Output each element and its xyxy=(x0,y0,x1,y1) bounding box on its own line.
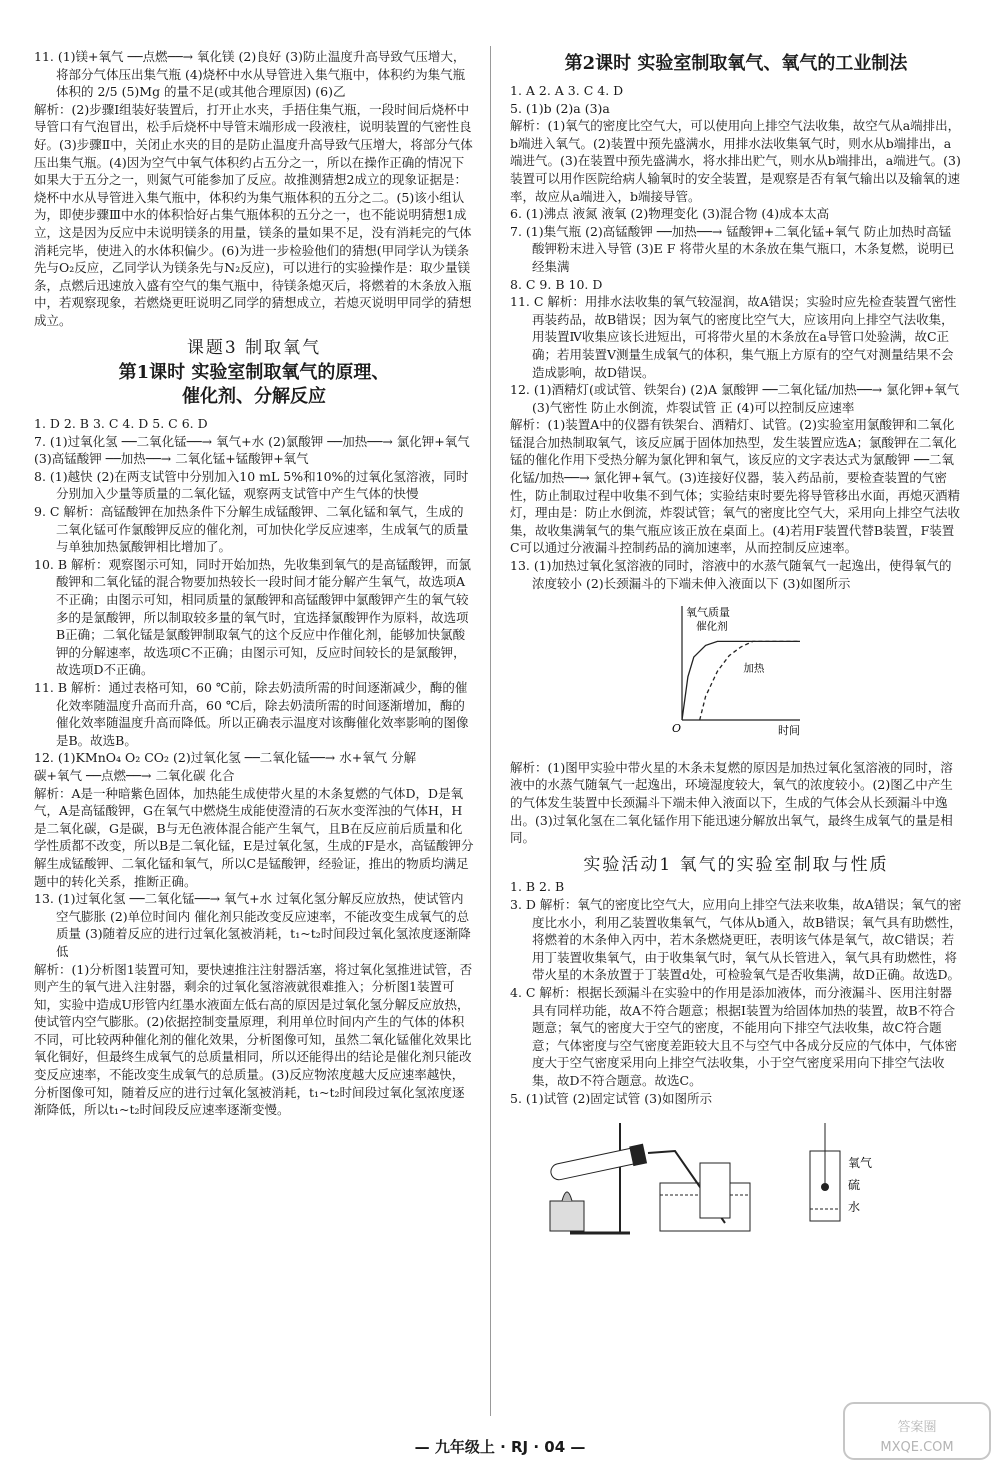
label-gas: 氧气 xyxy=(848,1156,873,1171)
test-tube xyxy=(549,1144,647,1184)
answer-line: 5. (1)试管 (2)固定试管 (3)如图所示 xyxy=(510,1090,712,1106)
answer-line: 10. B 解析：观察图示可知，同时开始加热，先收集到氧气的是高锰酸钾，而氯酸钾和二氧化锰的混合物要加热较长一段时间才能分解产生氧气，故选项A不正确；由图示可知，相同质量的氯酸钾和高锰酸钾中氯酸钾产生的氧气较多的是氯酸钾，所以制取较多量的氧气时，宜选择氯酸钾作为原料，故选项B正确；二氧化锰是氯酸钾制取氧气的这个反应中作催化剂，能够加快氯酸钾的分解速率，故选项C不正确；由图示可知，反应时间较长的是氯酸钾，故选项D不正确。 xyxy=(34,556,472,678)
y-axis-label: 氧气质量 xyxy=(686,606,730,620)
explanation-line: 解析：(1)分析图1装置可知，要快速推注注射器活塞，将过氧化氢推进试管，否则产生的氧气进入注射器，剩余的过氧化氢溶液就很难推入；分析图1装置可知，实验中造成U形管内红墨水液面左低右高的原因是过氧化氢分解反应放热，使试管内空气膨胀。(2)依据控制变量原理，利用单位时间内产生的气体的体积不同，可比较两种催化剂的催化效果，分析图像可知，虽然二氧化锰催化效果比氧化铜好，但最终生成氧气的总质量相同，所以还能得出的结论是催化剂只能改变反应速率，不能改变生成氧气的总质量。(3)反应物浓度越大反应速率越快，分析图像可知，随着反应的进行过氧化氢被消耗，t₁~t₂时间段过氧化氢浓度逐渐降低，所以t₁~t₂时间段反应速率逐渐变慢。 xyxy=(34,961,473,1118)
right-column xyxy=(510,48,962,1243)
answer-line: 3. D 解析：氧气的密度比空气大，应用向上排空气法来收集，故A错误；氧气的密度比水小，利用乙装置收集氧气，气体从b通入，故B错误；氧气具有助燃性，将燃着的木条伸入丙中，若木条燃烧更旺，表明该气体是氧气，故C错误；若用丁装置收集氧气，由于收集氧气时，氧气从长管进入，氧气具有助燃性，将带火星的木条放置于丁装置d处，可检验氧气是否收集满，故D正确。故选D。 xyxy=(510,896,962,983)
apparatus-figure xyxy=(510,1113,962,1243)
explanation-line: 解析：A是一种暗紫色固体，加热能生成使带火星的木条复燃的气体D，D是氧气，A是高锰酸钾，G在氧气中燃烧生成能使澄清的石灰水变浑浊的气体H，H是二氧化碳，G是碳，B与无色液体混合能产生氧气，且B在反应前后质量和化学性质都不改变，所以B是二氧化锰，E是过氧化氢，生成的F是水，高锰酸钾分解生成锰酸钾、二氧化锰和氧气，所以C是锰酸钾，经验证，推出的物质均满足题中的转化关系，推断正确。 xyxy=(34,785,474,889)
answer-line: 4. C 解析：根据长颈漏斗在实验中的作用是添加液体，而分液漏斗、医用注射器具有同样功能，故A不符合题意；根据Ⅰ装置为给固体加热的装置，故B不符合题意；氧气的密度大于空气的密度，不能用向下排空气法收集，故C符合题意；气体密度与空气密度差距较大且不与空气中各成分反应的气体中，气体密度大于空气密度采用向上排空气法收集，小于空气密度采用向下排空气法收集，故D不符合题意。故选C。 xyxy=(510,984,958,1088)
explanation-line: 解析：(1)装置A中的仪器有铁架台、酒精灯、试管。(2)实验室用氯酸钾和二氧化锰混合加热制取氧气，该反应属于固体加热型，发生装置应选A；氯酸钾在二氧化锰的催化作用下受热分解为氯化钾和氧气，该反应的文字表达式为氯酸钾 ──二氧化锰/加热──→ 氯化钾+氧气。(3)连接好仪器，装入药品前，要检查装置的气密性，防止制取过程中收集不到气体；实验结束时要先将导管移出水面，再熄灭酒精灯，理由是：防止水倒流，炸裂试管；氧气的密度比空气大，采用向上排空气法收集，故收集满氧气的集气瓶应该正放在桌面上。(4)若用F装置代替B装置，F装置C可以通过分液漏斗控制药品的滴加速率，从而控制反应速率。 xyxy=(510,417,961,556)
gas-jar xyxy=(700,1163,730,1218)
watermark-url: MXQE.COM xyxy=(880,1440,954,1455)
explanation-11: 解析：(2)步骤Ⅰ组装好装置后，打开止水夹，手捂住集气瓶，一段时间后烧杯中导管口有气泡冒出，松手后烧杯中导管末端形成一段液柱，说明装置的气密性良好。(3)步骤Ⅱ中，关闭止水夹的目的是防止温度升高导致气压增大，将部分气体压出集气瓶。(4)因为空气中氧气体积约占五分之一，所以在操作正确的情况下如果大于五分之一，则氮气可能参加了反应。故推测猜想2成立的现象证据是：烧杯中水从导管进入集气瓶中，体积约为集气瓶体积的五分之二。(5)该小组认为，即使步骤Ⅲ中水的体积恰好占集气瓶体积的五分之一，也不能说明猜想1成立，这是因为反应中未说明镁条的用量，镁条的量如果不足，没有消耗完的气体消耗完毕，使进入的水体积偏少。(6)为进一步检验他们的猜想(甲同学认为镁条先与O₂反应，乙同学认为镁条先与N₂反应)，可以进行的实验操作是：取少量镁条，点燃后迅速放入盛有空气的集气瓶中，待镁条熄灭后，将燃着的木条放入瓶中，若观察现象，若燃烧更旺说明乙同学的猜想成立，若熄灭说明甲同学的猜想成立。 xyxy=(34,101,473,328)
answer-line: 碳+氧气 ──点燃──→ 二氧化碳 化合 xyxy=(34,767,235,783)
oxygen-mass-chart xyxy=(660,598,962,753)
answer-line: 13. (1)过氧化氢 ──二氧化锰──→ 氧气+水 过氧化氢分解反应放热，使试管内空气膨胀 (2)单位时间内 催化剂只能改变反应速率，不能改变生成氧气的总质量 (3)随着反应的进行过氧化氢被消耗，t₁~t₂时间段过氧化氢浓度逐渐降低 xyxy=(34,891,471,959)
answer-line: 13. (1)加热过氧化氢溶液的同时，溶液中的水蒸气随氧气一起逸出，使得氧气的浓度较小 (2)长颈漏斗的下端未伸入液面以下 (3)如图所示 xyxy=(510,558,952,591)
answer-line: 5. (1)b (2)a (3)a xyxy=(510,100,610,116)
answer-line: 7. (1)集气瓶 (2)高锰酸钾 ──加热──→ 锰酸钾+二氧化锰+氧气 防止加热时高锰酸钾粉末进入导管 (3)E F 将带火星的木条放在集气瓶口，木条复燃，说明已经集满 xyxy=(510,223,955,274)
x-axis-label: 时间 xyxy=(778,724,800,738)
column-divider xyxy=(490,46,491,1416)
answer-line: 12. (1)酒精灯(或试管、铁架台) (2)A 氯酸钾 ──二氧化锰/加热──→ 氯化钾+氧气 (3)气密性 防止水倒流，炸裂试管 正 (4)可以控制反应速率 xyxy=(510,382,960,415)
watermark xyxy=(842,1401,992,1465)
answer-11: 11. (1)镁+氧气 ──点燃──→ 氧化镁 (2)良好 (3)防止温度升高导致气压增大，将部分气体压出集气瓶 (4)烧杯中水从导管进入集气瓶中，体积约为集气瓶体积的 2/5 (5)Mg 的量不足(或其他合理原因) (6)乙 xyxy=(34,49,466,100)
lesson2-heading: 第2课时 实验室制取氧气、氧气的工业制法 xyxy=(564,53,908,74)
label-sulfur: 硫 xyxy=(848,1178,861,1193)
answer-line: 1. D 2. B 3. C 4. D 5. C 6. D xyxy=(34,416,208,432)
lesson1-heading-line1: 第1课时 实验室制取氧气的原理、 xyxy=(118,362,390,384)
answer-line: 6. (1)沸点 液氮 液氧 (2)物理变化 (3)混合物 (4)成本太高 xyxy=(510,206,830,222)
watermark-logo xyxy=(842,1401,992,1461)
label-water: 水 xyxy=(848,1200,861,1215)
answer-line: 1. A 2. A 3. C 4. D xyxy=(510,83,624,98)
page-footer: — 九年级上 · RJ · 04 — xyxy=(414,1438,586,1456)
answer-line: 9. C 解析：高锰酸钾在加热条件下分解生成锰酸钾、二氧化锰和氧气，生成的二氧化锰可作氯酸钾反应的催化剂，可加快化学反应速率，生成氧气的质量与单独加热氯酸钾相比增加了。 xyxy=(34,504,469,555)
alcohol-lamp xyxy=(550,1201,584,1231)
origin-label: O xyxy=(672,722,682,736)
series-label-0: 催化剂 xyxy=(696,620,728,633)
answer-line: 7. (1)过氧化氢 ──二氧化锰──→ 氧气+水 (2)氯酸钾 ──加热──→ 氯化钾+氧气 xyxy=(34,433,470,449)
explanation-13: 解析：(1)图甲实验中带火星的木条未复燃的原因是加热过氧化氢溶液的同时，溶液中的水蒸气随氧气一起逸出，环境湿度较大，氧气的浓度较小。(2)图乙中产生的气体发生装置中长颈漏斗下端未伸入液面以下，生成的气体会从长颈漏斗中逸出。(3)过氧化氢在二氧化锰作用下能迅速分解放出氧气，最终生成氧气的量是相同。 xyxy=(510,759,953,846)
left-column xyxy=(34,48,474,1119)
answer-line: 12. (1)KMnO₄ O₂ CO₂ (2)过氧化氢 ──二氧化锰──→ 水+氧气 分解 xyxy=(34,750,417,766)
watermark-text: 答案圈 xyxy=(897,1420,937,1435)
answer-line: (3)高锰酸钾 ──加热──→ 二氧化锰+锰酸钾+氧气 xyxy=(34,451,309,467)
topic-heading: 课题3 制取氧气 xyxy=(186,337,322,358)
activity-heading: 实验活动1 氧气的实验室制取与性质 xyxy=(583,854,889,875)
explanation-line: 解析：(1)氧气的密度比空气大，可以使用向上排空气法收集，故空气从a端排出，b端进入氧气。(2)装置中预先盛满水，用排水法收集氧气时，则水从b端排出，a端进气。(3)在装置中预先盛满水，将水排出贮气，则水从b端排出，a端进气。(3)装置可以用作医院给病人输氧时的安全装置，是观察是否有氧气输出以及输氧的速率，故应从a端进入，b端接导管。 xyxy=(510,118,961,204)
answer-line: 8. (1)越快 (2)在两支试管中分别加入10 mL 5%和10%的过氧化氢溶液，同时分别加入少量等质量的二氧化锰，观察两支试管中产生气体的快慢 xyxy=(34,468,469,502)
series-line-0 xyxy=(682,642,800,721)
answer-line: 8. C 9. B 10. D xyxy=(510,276,603,292)
oxygen-mass-chart-svg xyxy=(660,598,810,748)
series-label-1: 加热 xyxy=(743,662,765,675)
answer-line: 1. B 2. B xyxy=(510,879,565,895)
sulfur-icon xyxy=(821,1183,829,1191)
lesson1-heading-line2: 催化剂、分解反应 xyxy=(182,386,326,408)
apparatus-diagram xyxy=(510,1113,940,1243)
answer-line: 11. C 解析：用排水法收集的氧气较湿润，故A错误；实验时应先检查装置气密性再装药品，故B错误；因为氧气的密度比空气大，应该用向上排空气法收集，用装置Ⅳ收集应该长进短出，可将带火星的木条放在a导管口处验满，故C正确；若用装置Ⅴ测量生成氧气的体积，集气瓶上方原有的空气对测量结果不会造成影响，故D错误。 xyxy=(510,294,957,380)
answer-line: 11. B 解析：通过表格可知，60 ℃前，除去奶渍所需的时间逐渐减少，酶的催化效率随温度升高而升高，60 ℃后，除去奶渍所需的时间逐渐增加，酶的催化效率随温度升高而降低。所以正确表示温度对该酶催化效率影响的图像是B。故选B。 xyxy=(34,680,469,748)
lesson1-heading xyxy=(34,361,474,409)
series-line-1 xyxy=(700,642,800,721)
flame-icon xyxy=(562,1192,572,1201)
